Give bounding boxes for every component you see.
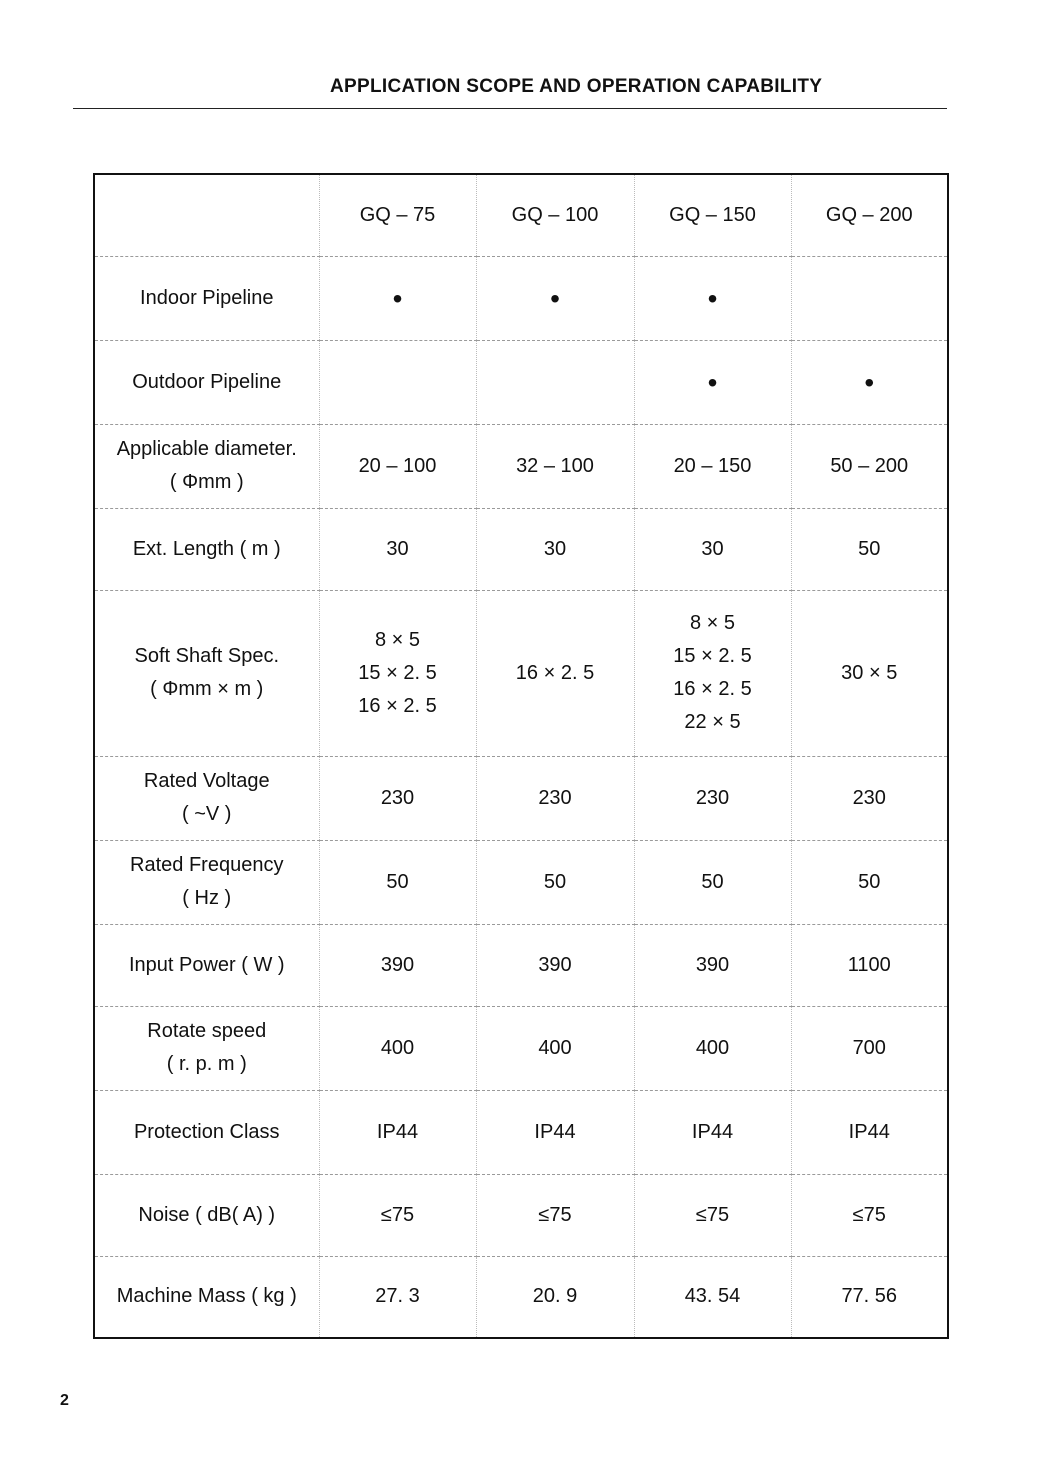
cell-value: 230: [538, 786, 572, 809]
table-cell: [476, 756, 634, 840]
table-cell: [319, 508, 476, 590]
row-label-line: Outdoor Pipeline: [132, 370, 282, 393]
row-label-line: Ext. Length ( m ): [132, 537, 281, 560]
table-cell: [319, 340, 476, 424]
table-cell: [319, 1006, 476, 1090]
cell-value: 50: [701, 870, 724, 893]
cell-value: 30 × 5: [841, 661, 898, 684]
cell-value: 30: [543, 537, 567, 560]
row-label: [94, 340, 319, 424]
table-row: [94, 590, 948, 756]
cell-value: 230: [852, 786, 886, 809]
bullet-dot-icon: •: [392, 282, 403, 314]
table-cell: [476, 1174, 634, 1256]
table-cell: [319, 1256, 476, 1338]
table-cell: [634, 756, 791, 840]
table-cell: [476, 424, 634, 508]
cell-value: IP44: [376, 1120, 419, 1143]
row-label-line: ( Φmm ): [169, 471, 244, 493]
cell-value: 32 – 100: [516, 454, 594, 477]
cell-value: 30: [701, 537, 724, 560]
cell-value: 390: [538, 953, 572, 976]
table-row: [94, 1090, 948, 1174]
table-cell: [791, 1006, 948, 1090]
table-row: [94, 508, 948, 590]
cell-value: ≤75: [852, 1203, 886, 1226]
cell-value: 8 × 5: [689, 612, 736, 634]
table-cell: [791, 1256, 948, 1338]
table-header-row: [94, 174, 948, 256]
cell-value: 27. 3: [375, 1285, 420, 1308]
header-rule: [73, 108, 947, 109]
column-header: GQ – 75: [319, 174, 476, 256]
cell-value: 20. 9: [532, 1285, 578, 1308]
cell-value: ≤75: [538, 1203, 572, 1226]
cell-value: 390: [380, 953, 415, 976]
table-cell: [319, 756, 476, 840]
row-label-line: ( r. p. m ): [166, 1053, 247, 1075]
row-label: [94, 756, 319, 840]
cell-value: ≤75: [695, 1203, 730, 1226]
table-cell: [634, 1006, 791, 1090]
cell-value: 50: [543, 870, 567, 893]
row-label: [94, 590, 319, 756]
row-label: [94, 924, 319, 1006]
cell-value: 77. 56: [841, 1285, 898, 1308]
cell-value: 700: [852, 1036, 886, 1059]
row-label: [94, 1174, 319, 1256]
cell-value: 50: [386, 870, 409, 893]
column-header: GQ – 100: [476, 174, 634, 256]
table-cell: [791, 590, 948, 756]
cell-value: 400: [538, 1036, 572, 1059]
cell-value: 400: [380, 1036, 415, 1059]
row-label-line: Input Power ( W ): [128, 953, 285, 976]
table-cell: [319, 840, 476, 924]
table-row: [94, 1256, 948, 1338]
table-cell: [476, 840, 634, 924]
table-cell: [791, 756, 948, 840]
cell-value: 16 × 2. 5: [515, 661, 595, 684]
page-header-title: APPLICATION SCOPE AND OPERATION CAPABILITY: [330, 76, 823, 97]
row-label: [94, 1090, 319, 1174]
cell-value: 400: [695, 1036, 730, 1059]
table-cell: [476, 508, 634, 590]
table-row: [94, 924, 948, 1006]
cell-value: 390: [695, 953, 730, 976]
table-cell: [791, 924, 948, 1006]
table-cell: [791, 508, 948, 590]
bullet-dot-icon: •: [707, 282, 718, 314]
table-cell: [791, 1090, 948, 1174]
table-cell: [791, 840, 948, 924]
table-cell: [476, 590, 634, 756]
header-empty-cell: [94, 174, 319, 256]
row-label-line: Indoor Pipeline: [140, 286, 274, 309]
row-label-line: Protection Class: [133, 1120, 280, 1143]
table-cell: [319, 590, 476, 756]
table-cell: [476, 1256, 634, 1338]
cell-value: IP44: [534, 1120, 576, 1143]
row-label: [94, 1256, 319, 1338]
page-number: 2: [60, 1392, 69, 1409]
row-label-line: Noise ( dB( A) ): [138, 1203, 276, 1226]
table-cell: [634, 1256, 791, 1338]
bullet-dot-icon: •: [550, 282, 560, 314]
cell-value: 230: [695, 786, 730, 809]
bullet-dot-icon: •: [864, 366, 875, 398]
table-cell: [319, 256, 476, 340]
cell-value: 50: [858, 870, 881, 893]
table-cell: [476, 1090, 634, 1174]
row-label-line: Rotate speed: [147, 1020, 267, 1042]
cell-value: 22 × 5: [684, 711, 741, 733]
table-cell: [791, 256, 948, 340]
table-row: [94, 424, 948, 508]
table-cell: [634, 840, 791, 924]
table-cell: [319, 924, 476, 1006]
table-cell: [634, 508, 791, 590]
table-cell: [319, 424, 476, 508]
cell-value: 43. 54: [684, 1285, 741, 1308]
cell-value: 20 – 150: [673, 454, 752, 477]
column-header: GQ – 150: [634, 174, 791, 256]
column-header: GQ – 200: [791, 174, 948, 256]
cell-value: 50: [858, 537, 881, 560]
row-label-line: Rated Voltage: [143, 770, 270, 792]
cell-value: 230: [380, 786, 415, 809]
table-cell: [791, 424, 948, 508]
row-label-line: Machine Mass ( kg ): [116, 1285, 297, 1308]
bullet-dot-icon: •: [707, 366, 718, 398]
cell-value: IP44: [848, 1120, 890, 1143]
table-cell: [634, 424, 791, 508]
cell-value: ≤75: [380, 1203, 415, 1226]
table-cell: [476, 340, 634, 424]
row-label: [94, 508, 319, 590]
table-row: [94, 1006, 948, 1090]
specification-table: [93, 173, 949, 1339]
table-cell: [476, 924, 634, 1006]
row-label: [94, 424, 319, 508]
table-cell: [476, 1006, 634, 1090]
table-row: [94, 340, 948, 424]
row-label-line: ( ~V ): [182, 803, 232, 825]
cell-value: 1100: [847, 953, 891, 976]
cell-value: 16 × 2. 5: [358, 694, 437, 717]
row-label: [94, 256, 319, 340]
cell-value: 8 × 5: [374, 628, 421, 651]
table-cell: [634, 340, 791, 424]
row-label: [94, 840, 319, 924]
row-label: [94, 1006, 319, 1090]
table-cell: [634, 590, 791, 756]
table-cell: [319, 1090, 476, 1174]
cell-value: IP44: [691, 1120, 734, 1143]
row-label-line: ( Hz ): [182, 887, 232, 909]
cell-value: 50 – 200: [830, 454, 909, 477]
row-label-line: Rated Frequency: [130, 854, 284, 876]
cell-value: 15 × 2. 5: [673, 645, 752, 667]
row-label-line: Applicable diameter.: [116, 438, 297, 460]
table-row: [94, 256, 948, 340]
table-cell: [791, 1174, 948, 1256]
cell-value: 20 – 100: [358, 454, 437, 477]
cell-value: 15 × 2. 5: [358, 661, 437, 684]
table-cell: [634, 256, 791, 340]
table-row: [94, 840, 948, 924]
table-cell: [319, 1174, 476, 1256]
table-row: [94, 756, 948, 840]
cell-value: 30: [386, 537, 409, 560]
table-cell: [634, 1174, 791, 1256]
row-label-line: ( Φmm × m ): [150, 678, 264, 700]
table-cell: [634, 1090, 791, 1174]
row-label-line: Soft Shaft Spec.: [134, 645, 280, 667]
table-row: [94, 1174, 948, 1256]
table-cell: [634, 924, 791, 1006]
cell-value: 16 × 2. 5: [673, 678, 752, 700]
table-cell: [791, 340, 948, 424]
table-cell: [476, 256, 634, 340]
